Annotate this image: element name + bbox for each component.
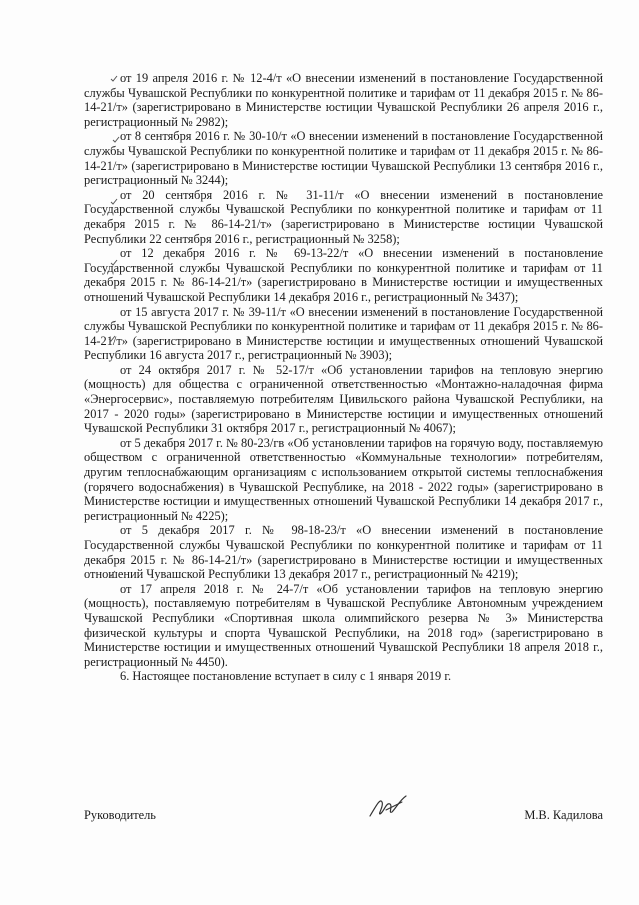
check-mark-icon <box>110 198 118 206</box>
effective-date-clause: 6. Настоящее постановление вступает в силу с 1 января 2019 г. <box>120 669 452 684</box>
document-body <box>84 71 603 684</box>
check-mark-icon <box>110 75 118 83</box>
list-item-2017-10-24: от 24 октября 2017 г. № 52-17/т «Об установлении тарифов на тепловую энергию (мощность) для общества с ограниченной ответственностью «Монтажно-наладочная фирма «Энергосервис», поставляемую потребителям Цивильского района Чувашской Республики, на 2017 - 2020 годы» (зарегистрировано в Министерстве юстиции и имущественных отношений Чувашской Республики 31 октября 2017 г., регистрационный № 4067); <box>84 362 603 436</box>
check-mark-icon <box>108 335 116 343</box>
signature-block <box>84 808 603 828</box>
list-item-2018-04-17: от 17 апреля 2018 г. № 24-7/т «Об установлении тарифов на тепловую энергию (мощность), поставляемую потребителям в Чувашской Республике Автономным учреждением Чувашской Республики «Спортивная школа олимпийского резерва № 3» Министерства физической культуры и спорта Чувашской Республики, на 2018 год» (зарегистрировано в Министерстве юстиции и имущественных отношений Чувашской Республики 18 апреля 2018 г., регистрационный № 4450). <box>84 581 603 669</box>
list-item-2016-12-12: от 12 декабря 2016 г. № 69-13-22/т «О внесении изменений в постановление Государственной службы Чувашской Республики по конкурентной политике и тарифам от 11 декабря 2015 г. № 86-14-21/т» (зарегистрировано в Министерстве юстиции и имущественных отношений Чувашской Республики 14 декабря 2016 г., регистрационный № 3437); <box>84 246 603 304</box>
list-item-2017-12-05-t: от 5 декабря 2017 г. № 98-18-23/т «О внесении изменений в постановление Государственной службы Чувашской Республики по конкурентной политике и тарифам от 11 декабря 2015 г. № 86-14-21/т» (зарегистрировано в Министерстве юстиции и имущественных отношений Чувашской Республики 13 декабря 2017 г., регистрационный № 4219); <box>84 523 603 582</box>
list-item-2016-04-19: от 19 апреля 2016 г. № 12-4/т «О внесении изменений в постановление Государственной службы Чувашской Республики по конкурентной политике и тарифам от 11 декабря 2015 г. № 86-14-21/т» (зарегистрировано в Министерстве юстиции Чувашской Республики 26 апреля 2016 г., регистрационный № 2982); <box>84 71 603 129</box>
list-item-2017-12-05-gv: от 5 декабря 2017 г. № 80-23/гв «Об установлении тарифов на горячую воду, поставляемую обществом с ограниченной ответственностью «Коммунальные технологии» потребителям, другим теплоснабжающим организациям с использованием открытой системы теплоснабжения (горячего водоснабжения) в Чувашской Республике, на 2018 - 2022 годы» (зарегистрировано в Министерстве юстиции и имущественных отношений Чувашской Республики 14 декабря 2017 г., регистрационный № 4225); <box>84 435 603 523</box>
list-item-2016-09-20: от 20 сентября 2016 г. № 31-11/т «О внесении изменений в постановление Государственной службы Чувашской Республики по конкурентной политике и тарифам от 11 декабря 2015 г. № 86-14-21/т» (зарегистрировано в Министерстве юстиции Чувашской Республики 22 сентября 2016 г., регистрационный № 3258); <box>84 187 603 246</box>
check-mark-icon <box>110 259 118 267</box>
list-item-2017-08-15: от 15 августа 2017 г. № 39-11/т «О внесении изменений в постановление Государственной службы Чувашской Республики по конкурентной политике и тарифам от 11 декабря 2015 г. № 86-14-21/т» (зарегистрировано в Министерстве юстиции и имущественных отношений Чувашской Республики 16 августа 2017 г., регистрационный № 3903); <box>84 304 603 363</box>
signatory-role: Руководитель <box>84 808 156 822</box>
list-item-2016-09-08: от 8 сентября 2016 г. № 30-10/т «О внесении изменений в постановление Государственной службы Чувашской Республики по конкурентной политике и тарифам от 11 декабря 2015 г. № 86-14-21/т» (зарегистрировано в Министерстве юстиции Чувашской Республики 13 сентября 2016 г., регистрационный № 3244); <box>84 129 603 188</box>
signature-icon <box>366 792 410 822</box>
signatory-name: М.В. Кадилова <box>524 808 603 822</box>
check-mark-icon <box>112 136 120 144</box>
check-mark-icon <box>108 570 116 578</box>
